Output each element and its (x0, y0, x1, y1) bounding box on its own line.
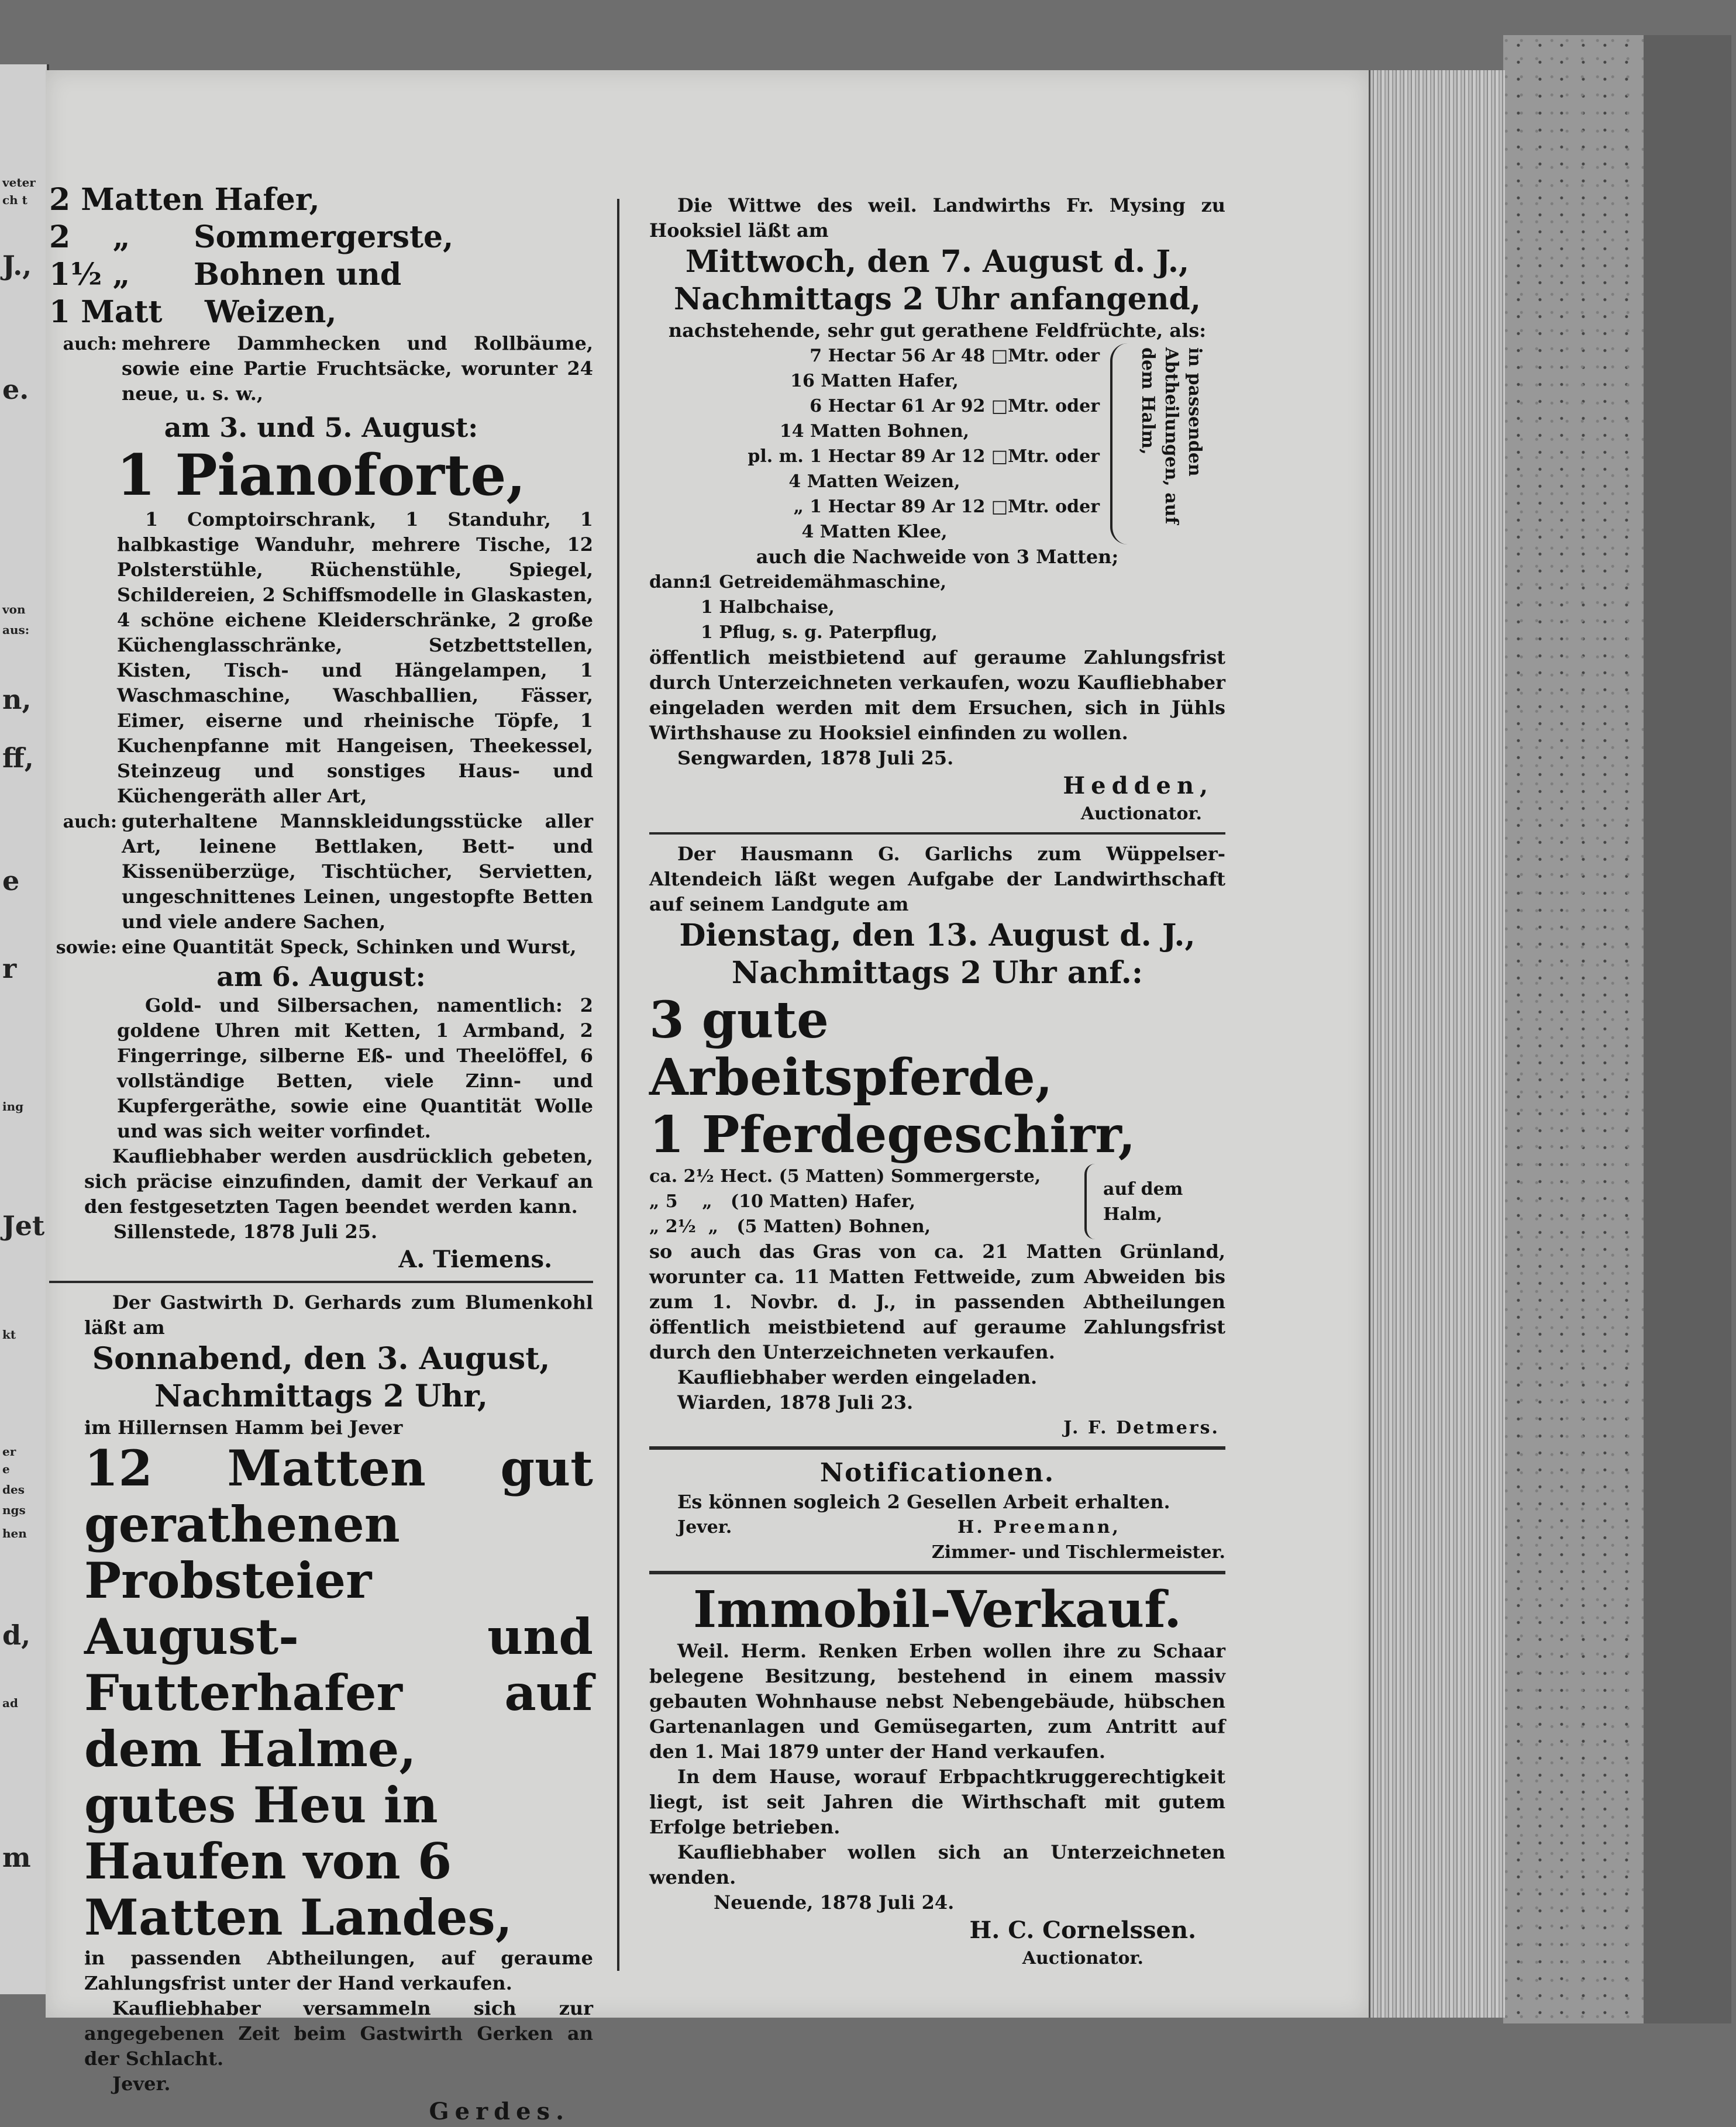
bracket-note (1136, 347, 1206, 540)
dann-row (649, 570, 1225, 645)
auction-date: am 6. August: (216, 961, 426, 992)
plot-line: „ 1 Hectar 89 Ar 12 □Mtr. oder (793, 497, 1100, 517)
item: 1 Halbchaise, (701, 597, 835, 618)
signature: Hedden, (1063, 772, 1214, 799)
signature: J. F. Detmers. (1063, 1418, 1220, 1438)
auction-time: Nachmittags 2 Uhr, (154, 1378, 488, 1414)
auch-label: auch: (63, 812, 117, 832)
plot-line: pl. m. 1 Hectar 89 Ar 12 □Mtr. oder (748, 446, 1100, 467)
crop-line: 2 Matten Hafer, (49, 182, 320, 218)
crop-block (649, 1164, 1225, 1239)
left-fragment: ngs (2, 1503, 26, 1517)
subtitle: nachstehende, sehr gut gerathene Feldfrüchte, als: (668, 319, 1207, 342)
auch-row (49, 331, 593, 406)
plot-line: 16 Matten Hafer, (790, 371, 959, 391)
left-fragment: kt (2, 1328, 16, 1342)
left-fragment: e (2, 1462, 10, 1476)
place-date: Sillenstede, 1878 Juli 25. (113, 1221, 378, 1243)
left-fragment: J., (2, 250, 32, 281)
signature: A. Tiemens. (398, 1246, 552, 1273)
left-fragment: des (2, 1483, 25, 1497)
auction-date: am 3. und 5. August: (164, 412, 478, 443)
headline: Immobil-Verkauf. (693, 1580, 1182, 1639)
left-fragment: n, (2, 684, 32, 715)
ad-auction-detmers (649, 842, 1225, 1440)
left-fragment: m (2, 1842, 31, 1873)
plot-line: 7 Hectar 56 Ar 48 □Mtr. oder (810, 346, 1100, 366)
crop-line: „ 2½ „ (5 Matten) Bohnen, (649, 1216, 931, 1237)
right-column (649, 193, 1225, 1971)
bracket (1110, 343, 1128, 544)
item: 1 Getreidemähmaschine, (701, 572, 947, 592)
auction-date: Dienstag, den 13. August d. J., (679, 918, 1196, 953)
ad-notifications (649, 1457, 1225, 1565)
intro: Der Gastwirth D. Gerhards zum Blumenkohl läßt am (84, 1291, 593, 1339)
plot-line: 4 Matten Klee, (801, 522, 948, 542)
item-list: Gold- und Silbersachen, namentlich: 2 goldene Uhren mit Ketten, 1 Armband, 2 Fingerringe, silberne Eß- und Theelöffel, 6 vollständige Betten, viele Zinn- und Kupfergeräthe, sowie eine Quantität Wolle und was sich weiter vorfindet. (117, 994, 593, 1142)
place-date: Wiarden, 1878 Juli 23. (677, 1391, 914, 1414)
terms: so auch das Gras von ca. 21 Matten Grünland, worunter ca. 11 Matten Fettweide, zum Abweiden bis zum 1. Novbr. d. J., in passenden Abtheilungen öffentlich meistbietend auf geraume Zahlungsfrist durch den Unterzeichneten verkaufen. (649, 1240, 1225, 1363)
left-fragment: e (2, 865, 20, 897)
column-divider (617, 199, 619, 1971)
ad-auction-gerdes (49, 1290, 593, 2127)
left-fragment: d, (2, 1619, 31, 1651)
ad-separator (649, 832, 1225, 835)
book-cover-board (1503, 35, 1644, 2023)
left-fragment: r (2, 953, 17, 984)
auction-time: Nachmittags 2 Uhr anf.: (731, 955, 1143, 991)
place: Jever. (677, 1517, 732, 1537)
left-fragment: hen (2, 1526, 27, 1540)
book-cover-edge (1644, 35, 1731, 2023)
page-stack-edge (1369, 70, 1505, 2018)
bracket-note-line: in passenden (1184, 347, 1205, 477)
left-fragment: e. (2, 374, 29, 405)
intro: Die Wittwe des weil. Landwirths Fr. Mysing zu Hooksiel läßt am (649, 194, 1225, 242)
intro: Der Hausmann G. Garlichs zum Wüppelser-Altendeich läßt wegen Aufgabe der Landwirthschaft auf seinem Landgute am (649, 843, 1225, 915)
sowie-row (49, 935, 593, 960)
bracket-note-line: Abtheilungen, auf (1161, 347, 1182, 525)
paragraph: In dem Hause, worauf Erbpachtkruggerechtigkeit liegt, ist seit Jahren die Wirthschaft mit gutem Erfolge betrieben. (649, 1766, 1225, 1838)
paragraph: Kaufliebhaber wollen sich an Unterzeichneten wenden. (649, 1841, 1225, 1888)
auction-date: Sonnabend, den 3. August, (92, 1341, 550, 1377)
left-fragment: veter (2, 175, 36, 189)
section-header: Notificationen. (819, 1458, 1055, 1488)
place: Jever. (112, 2073, 171, 2095)
headline: 3 gute Arbeitspferde, (649, 991, 1053, 1107)
signature: H. Preemann, (957, 1517, 1121, 1537)
auch-text: guterhaltene Mannskleidungsstücke aller Art, leinene Bettlaken, Bett- und Kissenüberzüge, Tischtücher, Servietten, ungeschnittenes Leinen, ungestopfte Betten und viele andere Sachen, (122, 810, 593, 933)
plot-block (649, 343, 1225, 544)
buyers-note: Kaufliebhaber versammeln sich zur angegebenen Zeit beim Gastwirth Gerken an der Schlacht. (84, 1997, 593, 2070)
bracket (1084, 1164, 1095, 1239)
auction-date: Mittwoch, den 7. August d. J., (685, 244, 1190, 280)
place-date: Neuende, 1878 Juli 24. (714, 1891, 955, 1914)
bracket-note-line: dem Halm, (1138, 347, 1158, 455)
left-fragment: Jet (2, 1210, 45, 1242)
left-fragment: ff, (2, 742, 34, 774)
crop-list (649, 1164, 1082, 1239)
sowie-text: eine Quantität Speck, Schinken und Wurst, (122, 936, 577, 958)
auch-label: auch: (63, 334, 117, 354)
left-fragment: ad (2, 1696, 18, 1710)
notice-text: Es können sogleich 2 Gesellen Arbeit erhalten. (677, 1491, 1170, 1513)
ad-auction-hedden (649, 193, 1225, 826)
crop-line: 1½ „ Bohnen und (49, 257, 402, 292)
auch-row (49, 809, 593, 935)
signature-role: Auctionator. (1022, 1948, 1143, 1969)
auch-text: mehrere Dammhecken und Rollbäume, sowie eine Partie Fruchtsäcke, worunter 24 neue, u. s. w., (122, 332, 593, 405)
plot-list (649, 343, 1100, 544)
pasture: auch die Nachweide von 3 Matten; (756, 546, 1119, 568)
crop-note: auf dem Halm, (1103, 1178, 1183, 1225)
item-list (701, 570, 1225, 645)
dann-label: dann: (649, 572, 705, 592)
crop-line: ca. 2½ Hect. (5 Matten) Sommergerste, (649, 1166, 1041, 1187)
ad-separator (649, 1571, 1225, 1574)
signature: H. C. Cornelssen. (969, 1916, 1196, 1944)
plot-line: 6 Hectar 61 Ar 92 □Mtr. oder (810, 396, 1100, 416)
left-column (49, 181, 593, 2127)
terms: in passenden Abtheilungen, auf geraume Zahlungsfrist unter der Hand verkaufen. (84, 1947, 593, 1994)
ad-auction-tiemens (49, 181, 593, 1275)
left-fragment: aus: (2, 623, 30, 637)
crop-line: 2 „ Sommergerste, (49, 219, 454, 255)
place-date: Sengwarden, 1878 Juli 25. (677, 747, 954, 769)
crop-line: 1 Matt Weizen, (49, 294, 337, 330)
headline: 12 Matten gut gerathenen Probsteier August- und Futterhafer auf dem Halme, (84, 1439, 593, 1778)
crop-line: „ 5 „ (10 Matten) Hafer, (649, 1191, 916, 1212)
ad-separator (649, 1446, 1225, 1450)
headline: 1 Pferdegeschirr, (649, 1105, 1136, 1164)
buyers-note: Kaufliebhaber werden ausdrücklich gebeten, sich präcise einzufinden, damit der Verkauf an den festgesetzten Tagen beendet werden kann. (84, 1145, 593, 1218)
left-page-fragment (0, 64, 49, 1994)
ad-separator (49, 1281, 593, 1283)
location: im Hillernsen Hamm bei Jever (84, 1416, 403, 1439)
left-fragment: ch t (2, 193, 27, 207)
ad-immobil-verkauf (649, 1581, 1225, 1971)
notice-footer (649, 1515, 1225, 1540)
plot-line: 14 Matten Bohnen, (779, 421, 970, 442)
signature-role: Auctionator. (1080, 804, 1202, 824)
sowie-label: sowie: (56, 937, 117, 958)
item-list: 1 Comptoirschrank, 1 Standuhr, 1 halbkastige Wanduhr, mehrere Tische, 12 Polsterstühle, Rüchenstühle, Spiegel, Schildereien, 2 Schiffsmodelle in Glaskasten, 4 schöne eichene Kleiderschränke, 2 große Küchenglasschränke, Setzbettstellen, Kisten, Tisch- und Hängelampen, 1 Waschmaschine, Waschballien, Fässer, Eimer, eiserne und rheinische Töpfe, 1 Kuchenpfanne mit Hangeisen, Theekessel, Steinzeug und sonstiges Haus- und Küchengeräth aller Art, (117, 508, 593, 807)
buyers-note: Kaufliebhaber werden eingeladen. (677, 1366, 1038, 1388)
auction-time: Nachmittags 2 Uhr anfangend, (674, 281, 1201, 317)
plot-line: 4 Matten Weizen, (788, 471, 960, 492)
item: 1 Pflug, s. g. Paterpflug, (701, 622, 938, 643)
signature-role: Zimmer- und Tischlermeister. (931, 1542, 1225, 1563)
left-fragment: er (2, 1445, 16, 1459)
piano-headline: 1 Pianoforte, (116, 442, 526, 508)
signature: Gerdes. (429, 2098, 570, 2125)
paragraph: Weil. Herm. Renken Erben wollen ihre zu Schaar belegene Besitzung, bestehend in einem massiv gebauten Wohnhause nebst Nebengebäude, hübschen Gartenanlagen und Gemüsegarten, zum Antritt auf den 1. Mai 1879 unter der Hand verkaufen. (649, 1640, 1225, 1763)
left-fragment: von (2, 602, 26, 616)
terms: öffentlich meistbietend auf geraume Zahlungsfrist durch Unterzeichneten verkaufen, wozu Kaufliebhaber eingeladen werden mit dem Ersuchen, sich in Jühls Wirthshause zu Hooksiel einfinden zu wollen. (649, 646, 1225, 744)
headline: gutes Heu in Haufen von 6 Matten Landes, (84, 1776, 513, 1946)
left-fragment: ing (2, 1099, 24, 1114)
